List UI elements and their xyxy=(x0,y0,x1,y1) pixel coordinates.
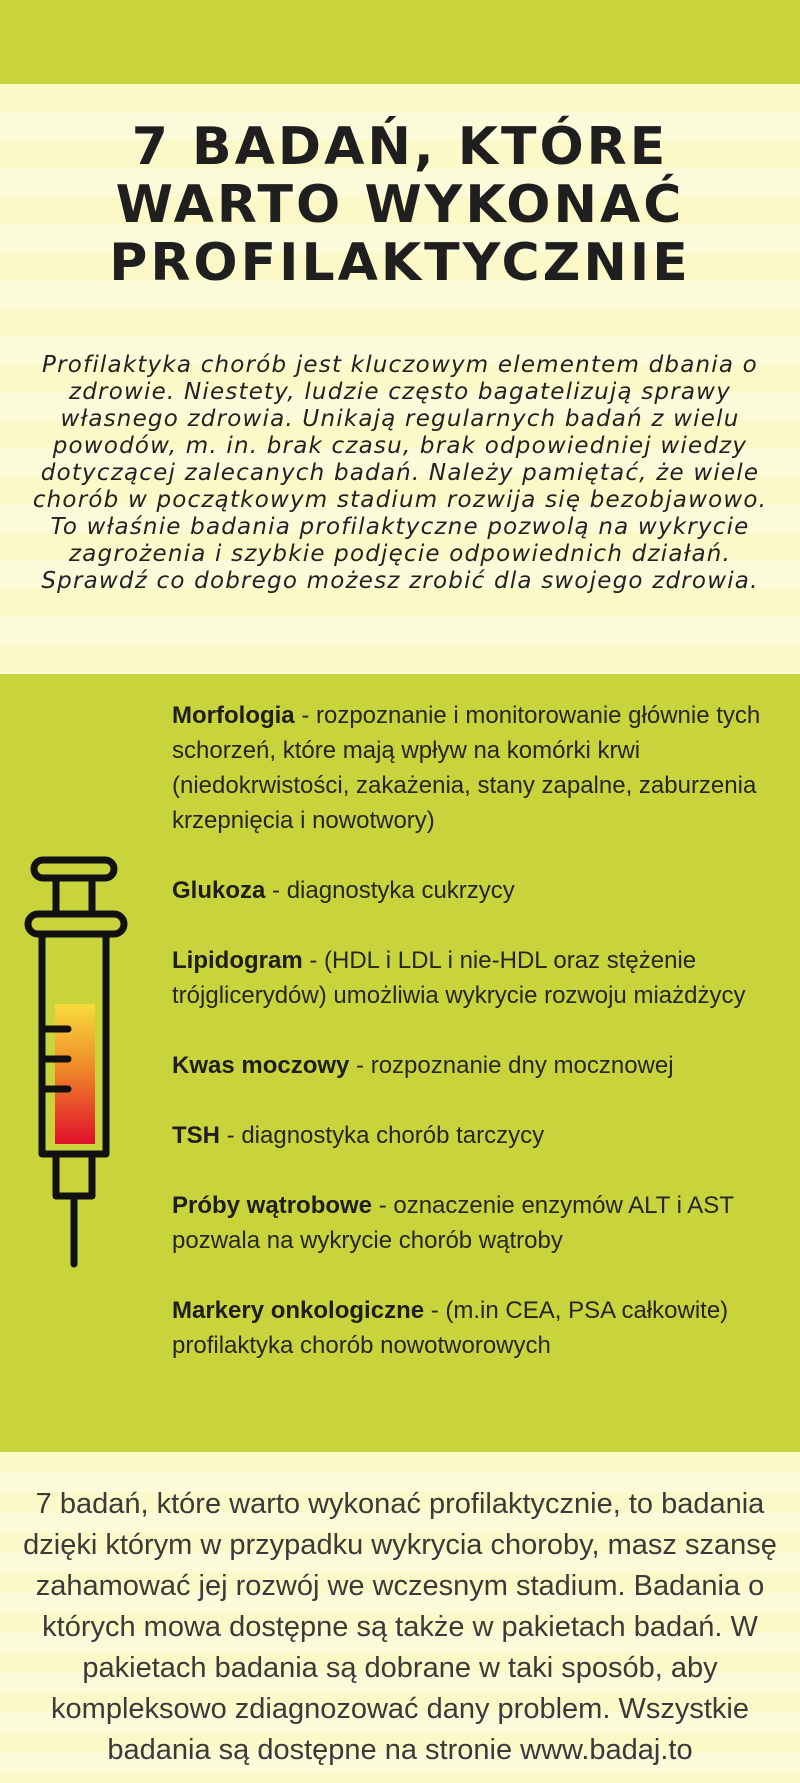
outro-line: zahamować jej rozwój we wczesnym stadium. Badania o xyxy=(35,1570,765,1602)
tests-section xyxy=(0,674,800,1452)
outro-line: dzięki którym w przypadku wykrycia choroby, masz szansę xyxy=(23,1529,777,1561)
test-description: - rozpoznanie i monitorowanie głównie tych schorzeń, które mają wpływ na komórki krwi (niedokrwistości, zakażenia, stany zapalne, zaburzenia krzepnięcia i nowotwory) xyxy=(172,702,761,834)
syringe-icon xyxy=(22,854,152,1274)
test-description: - oznaczenie enzymów ALT i AST pozwala na wykrycie chorób wątroby xyxy=(172,1192,734,1254)
test-name: TSH xyxy=(172,1122,220,1149)
outro-line: pakietach badania są dobrane w taki sposób, aby xyxy=(82,1652,718,1684)
top-color-band xyxy=(0,0,800,84)
list-item xyxy=(172,1048,782,1083)
test-description: - diagnostyka cukrzycy xyxy=(265,877,515,904)
list-item xyxy=(172,1293,782,1363)
list-item xyxy=(172,943,782,1013)
test-description: - diagnostyka chorób tarczycy xyxy=(220,1122,545,1149)
list-item xyxy=(172,1118,782,1153)
intro-line: To właśnie badania profilaktyczne pozwolą na wykrycie xyxy=(50,514,750,540)
list-item xyxy=(172,873,782,908)
test-name: Próby wątrobowe xyxy=(172,1192,373,1219)
intro-line: zagrożenia i szybkie podjęcie odpowiednich działań. xyxy=(68,541,732,567)
test-name: Kwas moczowy xyxy=(172,1052,350,1079)
test-name: Morfologia xyxy=(172,702,295,729)
page-title xyxy=(40,118,760,292)
intro-line: powodów, m. in. brak czasu, brak odpowiedniej wiedzy xyxy=(52,433,748,459)
intro-line: zdrowie. Niestety, ludzie często bagatelizują sprawy xyxy=(68,379,732,405)
test-description: - rozpoznanie dny mocznowej xyxy=(349,1052,674,1079)
tests-list xyxy=(172,698,782,1398)
intro-line: dotyczącej zalecanych badań. Należy pamiętać, że wiele xyxy=(40,460,760,486)
outro-paragraph xyxy=(10,1484,790,1771)
list-item xyxy=(172,698,782,838)
title-line: WARTO WYKONAĆ xyxy=(115,175,685,235)
list-item xyxy=(172,1188,782,1258)
test-name: Glukoza xyxy=(172,877,266,904)
test-description: - (HDL i LDL i nie-HDL oraz stężenie trójglicerydów) umożliwia wykrycie rozwoju miażdżycy xyxy=(172,947,746,1009)
outro-line: badania są dostępne na stronie www.badaj.to xyxy=(107,1734,693,1766)
title-line: 7 BADAŃ, KTÓRE xyxy=(131,117,669,177)
intro-line: Sprawdź co dobrego możesz zrobić dla swojego zdrowia. xyxy=(41,568,759,594)
intro-line: chorób w początkowym stadium rozwija się bezobjawowo. xyxy=(32,487,768,513)
test-name: Markery onkologiczne xyxy=(172,1297,425,1324)
intro-line: własnego zdrowia. Unikają regularnych badań z wielu xyxy=(60,406,740,432)
test-name: Lipidogram xyxy=(172,947,303,974)
outro-line: 7 badań, które warto wykonać profilaktycznie, to badania xyxy=(35,1488,765,1520)
test-description: - (m.in CEA, PSA całkowite) profilaktyka chorób nowotworowych xyxy=(172,1297,729,1359)
intro-line: Profilaktyka chorób jest kluczowym elementem dbania o xyxy=(42,352,758,378)
title-line: PROFILAKTYCZNIE xyxy=(109,233,691,293)
outro-line: których mowa dostępne są także w pakietach badań. W xyxy=(42,1611,758,1643)
intro-paragraph xyxy=(16,352,784,595)
outro-line: kompleksowo zdiagnozować dany problem. Wszystkie xyxy=(51,1693,749,1725)
